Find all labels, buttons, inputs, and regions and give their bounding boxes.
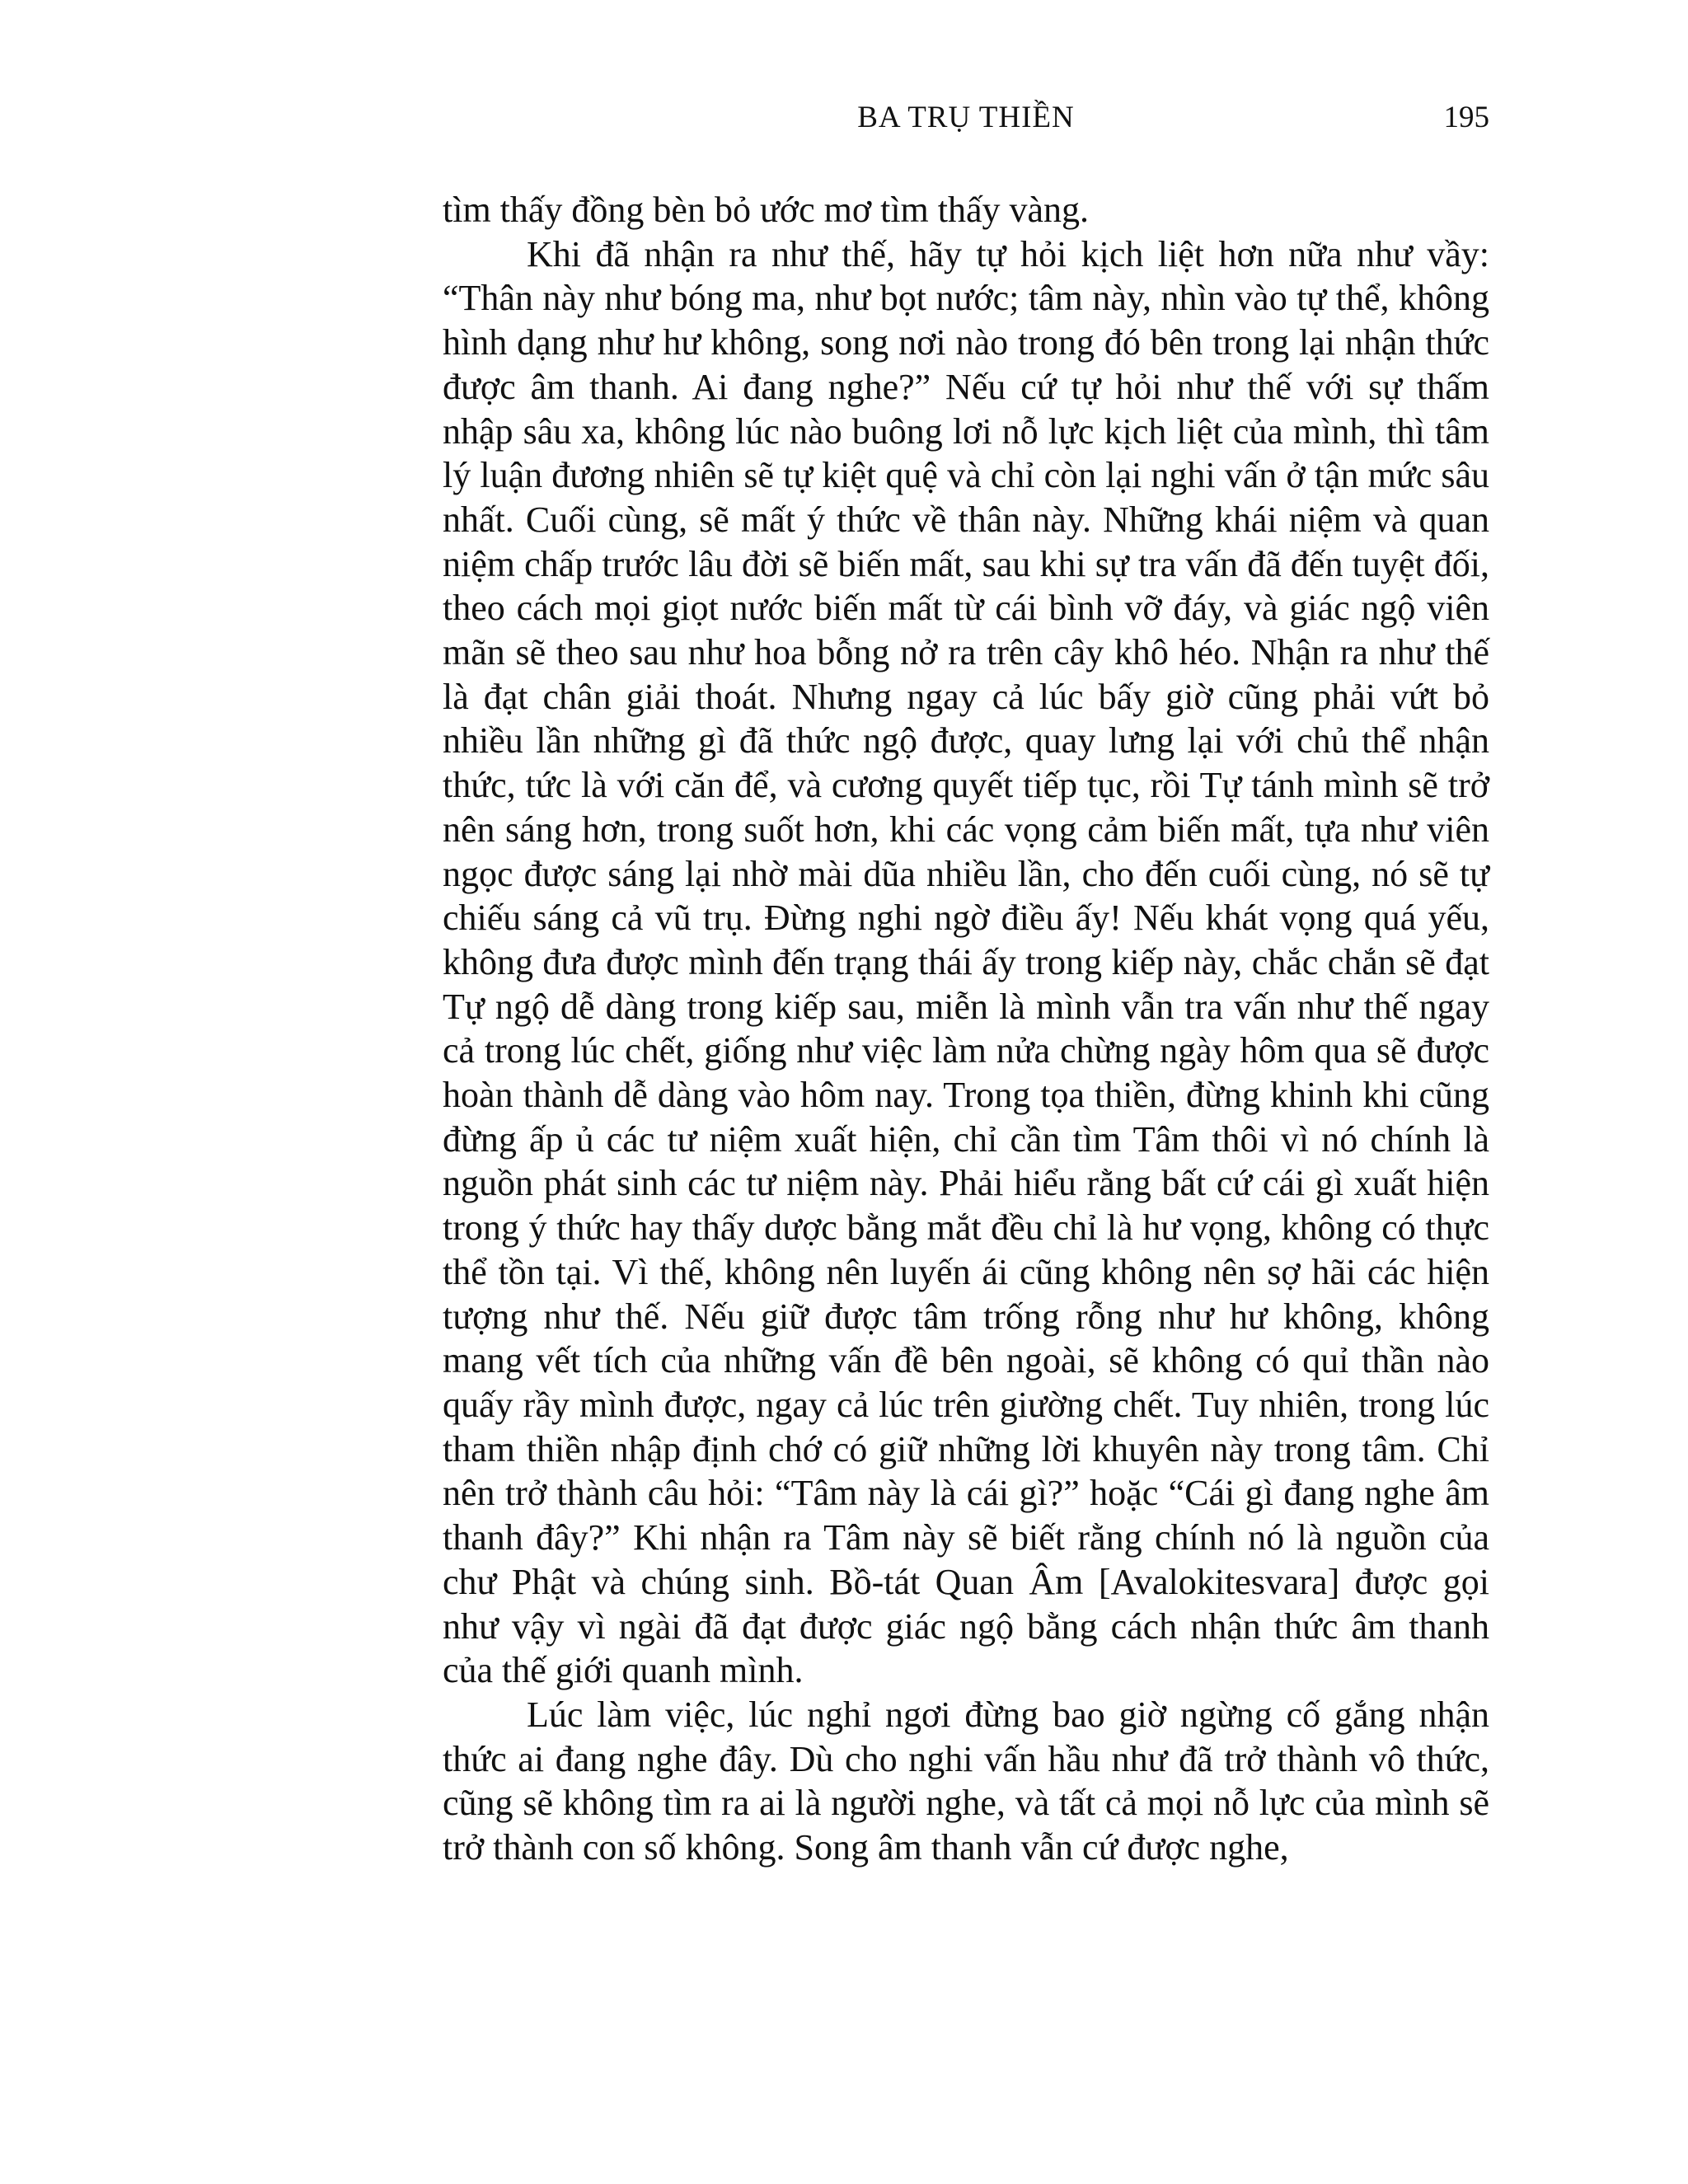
paragraph-continuation: tìm thấy đồng bèn bỏ ước mơ tìm thấy vàng. [443,190,1090,230]
body-text [443,188,1489,1870]
running-header [443,97,1489,138]
paragraph: Khi đã nhận ra như thế, hãy tự hỏi kịch liệt hơn nữa như vầy: “Thân này như bóng ma, như bọt nước; tâm này, nhìn vào tự thể, không hình dạng như hư không, song nơi nào trong đó bên trong lại nhận thức được âm thanh. Ai đang nghe?” Nếu cứ tự hỏi như thế với sự thấm nhập sâu xa, không lúc nào buông lơi nỗ lực kịch liệt của mình, thì tâm lý luận đương nhiên sẽ tự kiệt quệ và chỉ còn lại nghi vấn ở tận mức sâu nhất. Cuối cùng, sẽ mất ý thức về thân này. Những khái niệm và quan niệm chấp trước lâu đời sẽ biến mất, sau khi sự tra vấn đã đến tuyệt đối, theo cách mọi giọt nước biến mất từ cái bình vỡ đáy, và giác ngộ viên mãn sẽ theo sau như hoa bỗng nở ra trên cây khô héo. Nhận ra như thế là đạt chân giải thoát. Nhưng ngay cả lúc bấy giờ cũng phải vứt bỏ nhiều lần những gì đã thức ngộ được, quay lưng lại với chủ thể nhận thức, tức là với căn để, và cương quyết tiếp tục, rồi Tự tánh mình sẽ trở nên sáng hơn, trong suốt hơn, khi các vọng cảm biến mất, tựa như viên ngọc được sáng lại nhờ mài dũa nhiều lần, cho đến cuối cùng, nó sẽ tự chiếu sáng cả vũ trụ. Đừng nghi ngờ điều ấy! Nếu khát vọng quá yếu, không đưa được mình đến trạng thái ấy trong kiếp này, chắc chắn sẽ đạt Tự ngộ dễ dàng trong kiếp sau, miễn là mình vẫn tra vấn như thế ngay cả trong lúc chết, giống như việc làm nửa chừng ngày hôm qua sẽ được hoàn thành dễ dàng vào hôm nay. Trong tọa thiền, đừng khinh khi cũng đừng ấp ủ các tư niệm xuất hiện, chỉ cần tìm Tâm thôi vì nó chính là nguồn phát sinh các tư niệm này. Phải hiểu rằng bất cứ cái gì xuất hiện trong ý thức hay thấy dược bằng mắt đều chỉ là hư vọng, không có thực thể tồn tại. Vì thế, không nên luyến ái cũng không nên sợ hãi các hiện tượng như thế. Nếu giữ được tâm trống rỗng như hư không, không mang vết tích của những vấn đề bên ngoài, sẽ không có quỉ thần nào quấy rầy mình được, ngay cả lúc trên giường chết. Tuy nhiên, trong lúc tham thiền nhập định chớ có giữ những lời khuyên này trong tâm. Chỉ nên trở thành câu hỏi: “Tâm này là cái gì?” hoặc “Cái gì đang nghe âm thanh đây?” Khi nhận ra Tâm này sẽ biết rằng chính nó là nguồn của chư Phật và chúng sinh. Bồ-tát Quan Âm [Avalokitesvara] được gọi như vậy vì ngài đã đạt được giác ngộ bằng cách nhận thức âm thanh của thế giới quanh mình. [443,233,1489,1691]
page-number: 195 [1443,101,1489,134]
paragraph: Lúc làm việc, lúc nghỉ ngơi đừng bao giờ ngừng cố gắng nhận thức ai đang nghe đây. Dù cho nghi vấn hầu như đã trở thành vô thức, cũng sẽ không tìm ra ai là người nghe, và tất cả mọi nỗ lực của mình sẽ trở thành con số không. Song âm thanh vẫn cứ được nghe, [443,1694,1489,1868]
running-title: BA TRỤ THIỀN [857,101,1075,134]
